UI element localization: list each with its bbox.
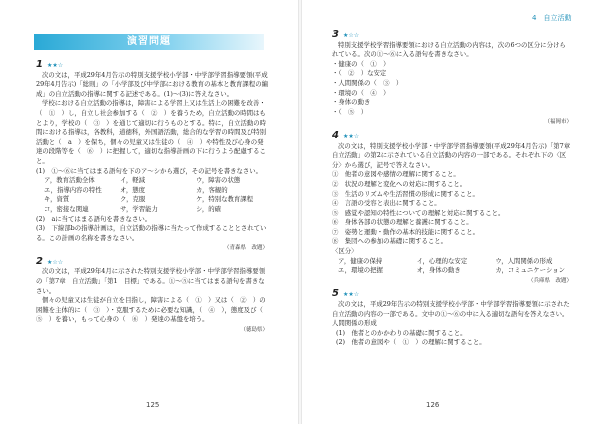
question-5-intro: 次の文は，平成29年告示の特別支援学校小学部・中学部学習指導要領に示された自立活動の内容の一部である。文中の①～⑥の中に入る適切な語句を答えなさい。 (332, 300, 570, 318)
question-1-header (36, 60, 268, 71)
question-4-item: ② 状況の理解と変化への対応に関すること。 (332, 179, 467, 188)
question-4-item: ④ 言語の受容と表出に関すること。 (332, 199, 441, 208)
choice: ク，克服 (120, 195, 146, 204)
question-4-item: ⑦ 姿勢と運動・動作の基本的技能に関すること。 (332, 227, 479, 236)
category: カ，コミュニケーション (495, 266, 565, 275)
question-4-categories (332, 257, 572, 276)
question-3-header (332, 30, 572, 41)
difficulty-stars: ★★☆ (342, 132, 360, 140)
question-3-item: ・健康の（ ① ） (332, 59, 390, 68)
question-2-passage: 個々の児童又は生徒が自立を目指し，障害による（ ① ）又は（ ② ）の困難を主体的に（ ③ ）・克服するために必要な知識，（ ④ ），態度及び（ ⑤ ）を養い，もって心身の（ ⑥ ）発達の基盤を培う。 (36, 296, 270, 324)
difficulty-stars: ★★☆ (342, 291, 360, 299)
question-1-passage: 学校における自立活動の指導は，障害による学習上又は生活上の困難を改善・（ ① ）し，自立し社会参加する（ ② ）を養うため，自立活動の時間はもとより，学校の（ ③ ）を通じて適切に行うものとする。特に，自立活動の時間における指導は，各教科，道徳科，外国語活動，総合的な学習の時間及び特別活動と（ a ）を保ち，個々の児童又は生徒の（ ④ ）や特性及び心身の発達の段階等を（ ⑥ ）に把握して，適切な指導計画の下に行うよう配慮すること。 (36, 99, 267, 165)
question-2-header (36, 257, 268, 268)
choice: コ，密接な関連 (44, 204, 89, 213)
choice: オ，態度 (120, 185, 145, 194)
question-4-item: ⑥ 身体各部の状態の理解と養護に関すること。 (332, 218, 473, 227)
question-4-item: ① 他者の意図や感情の理解に関すること。 (332, 170, 460, 179)
question-4-item: ⑤ 感覚や認知の特性についての理解と対応に関すること。 (332, 208, 505, 217)
difficulty-stars: ★★☆ (46, 62, 64, 69)
choice: エ，指導内容の特性 (44, 185, 102, 194)
question-2-intro: 次の文は，平成29年4月に示された特別支援学校小学部・中学部学習指導要領の「第7章 自立活動」「第1 目標」である。①～⑤に当てはまる語句を書きなさい。 (36, 267, 266, 295)
difficulty-stars: ★☆☆ (342, 32, 360, 39)
question-1-source: （青森県 改題） (223, 245, 268, 252)
question-number: 3 (332, 29, 339, 40)
choice: ア，教育活動全体 (44, 176, 95, 185)
right-content (332, 28, 577, 348)
choice: シ，的確 (196, 204, 222, 213)
category: オ，身体の動き (416, 266, 461, 275)
question-2-source: （徳島県） (240, 327, 268, 334)
page-number: 126 (426, 401, 440, 409)
question-4-item: ⑧ 集団への参加の基礎に関すること。 (332, 237, 448, 246)
banner-title: 演習問題 (127, 36, 171, 47)
question-1-choices (36, 176, 268, 214)
running-header: 4 自立活動 (532, 14, 572, 22)
question-5-item: (1) 他者とのかかわりの基礎に関すること。 (336, 328, 467, 337)
question-5-heading: 人間関係の形成 (332, 319, 377, 328)
choice: キ，資質 (44, 195, 70, 204)
choice: カ，客観的 (196, 185, 228, 194)
page-number: 125 (146, 401, 160, 409)
difficulty-stars: ★☆☆ (46, 258, 64, 266)
choice: ウ，障害の状態 (196, 176, 241, 185)
category: ウ，人間関係の形成 (495, 256, 553, 265)
choice: イ，軽減 (120, 176, 145, 185)
category: エ，環境の把握 (338, 266, 383, 275)
question-5-item: (2) 他者の意図や（ ① ）の理解に関すること。 (336, 338, 486, 347)
question-4-header (332, 131, 572, 142)
choice: サ，学習能力 (120, 204, 158, 213)
question-3-item: ・人間関係の（ ③ ） (332, 78, 403, 87)
question-4-source: （兵庫県 改題） (527, 277, 572, 284)
question-3-source: （福岡市） (544, 119, 572, 126)
question-4-intro: 次の文は，特別支援学校小学部・中学部学習指導要領(平成29年4月告示)「第7章 自立活動」の第2に示されている自立活動の内容の一部である。それぞれ下の〈区分〉から選び，記号で答えなさい。 (332, 141, 577, 169)
question-3-item: ・（ ⑤ ） (332, 107, 368, 116)
question-4-item: ③ 生活のリズムや生活習慣の形成に関すること。 (332, 189, 479, 198)
right-page (300, 0, 600, 424)
question-5-header (332, 289, 572, 300)
section-banner (34, 34, 264, 50)
category: ア，健康の保持 (338, 256, 383, 265)
question-3-item: ・環境の（ ④ ） (332, 88, 390, 97)
question-number: 2 (36, 255, 43, 267)
choice: ケ，特別な教育課程 (196, 195, 254, 204)
question-number: 4 (332, 129, 339, 141)
question-3-item: ・身体の動き (332, 98, 371, 107)
question-1-intro: 次の文は，平成29年4月告示の特別支援学校小学部・中学部学習指導要領(平成29年4月告示)「総則」の「小学部及び中学部における教育の基本と教育課程の編成」の自立活動の指導に関する記述である。(1)～(3)に答えなさい。 (36, 70, 268, 98)
category-label: 〈区分〉 (332, 247, 358, 256)
category: イ，心理的な安定 (416, 256, 468, 265)
question-3-intro: 特別支援学校学習指導要領における自立活動の内容は，次の6つの区分に分けられている。次の①～⑥に入る語句を書きなさい。 (332, 40, 566, 59)
question-number: 5 (332, 288, 339, 300)
question-1-sub3: (3) 下線部bの指導計画は，自立活動の指導に当たって作成することとされている。この計画の名称を書きなさい。 (36, 224, 267, 242)
question-1-sub2: (2) aに当てはまる語句を書きなさい。 (36, 214, 152, 223)
question-3-item: ・（ ② ）な安定 (332, 69, 387, 78)
question-1-sub1: (1) ①～⑥に当てはまる語句を下のア～シから選び，その記号を書きなさい。 (36, 166, 263, 175)
question-number: 1 (36, 59, 43, 70)
left-content (36, 58, 268, 339)
